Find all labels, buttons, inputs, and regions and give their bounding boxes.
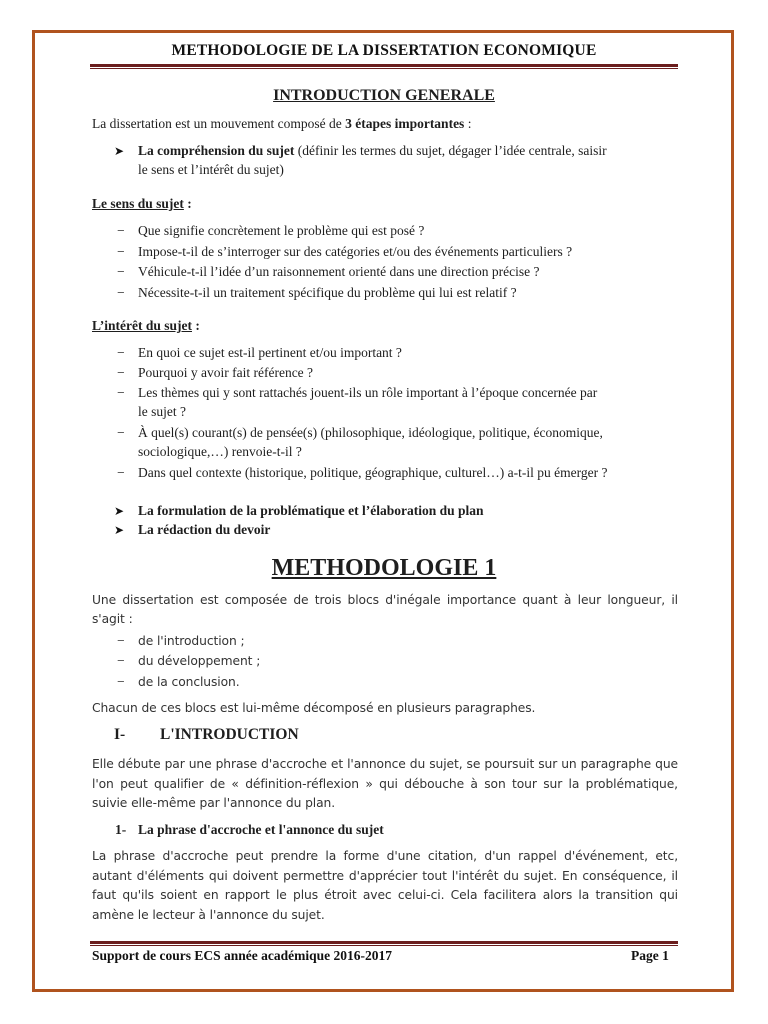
step1-line2: le sens et l’intérêt du sujet) xyxy=(138,162,284,177)
intro-lead-bold: 3 étapes importantes xyxy=(345,116,465,131)
sens-heading-colon: : xyxy=(183,196,192,211)
methodologie-para2: Chacun de ces blocs est lui-même décomposé en plusieurs paragraphes. xyxy=(92,701,536,715)
dash-bullet-icon: − xyxy=(117,653,125,668)
arrow-bullet-icon: ➤ xyxy=(114,144,125,158)
block-item: de l'introduction ; xyxy=(138,634,245,648)
interet-item-cont: sociologique,…) renvoie-t-il ? xyxy=(138,444,302,459)
header-rule-thin xyxy=(90,68,678,69)
dash-bullet-icon: − xyxy=(117,244,125,259)
block-item: de la conclusion. xyxy=(138,675,240,689)
methodologie-heading: METHODOLOGIE 1 xyxy=(271,555,497,581)
sens-item: Véhicule-t-il l’idée d’un raisonnement orienté dans une direction précise ? xyxy=(138,264,540,279)
subsection-number: 1- xyxy=(115,822,127,837)
dash-bullet-icon: − xyxy=(117,385,125,400)
step1-line1 xyxy=(138,142,607,160)
step2-title: La formulation de la problématique et l’élaboration du plan xyxy=(138,503,484,518)
interet-heading-colon: : xyxy=(192,318,200,333)
dash-bullet-icon: − xyxy=(117,285,125,300)
step1-title: La compréhension du sujet xyxy=(138,143,295,158)
interet-item: À quel(s) courant(s) de pensée(s) (philosophique, idéologique, politique, économique, xyxy=(138,425,603,440)
sens-heading-text: Le sens du sujet xyxy=(92,196,184,211)
section1-number: I- xyxy=(114,726,126,743)
subsection-para: La phrase d'accroche peut prendre la forme d'une citation, d'un rappel d'événement, etc, autant d'éléments qui doivent permettre d'apprécier tout l'intérêt du sujet. En conséquence, il faut qu'ils soient en rapport le plus étroit avec celui-ci. Cela facilitera alors la transition qui amène le lecteur à l'annonce du sujet. xyxy=(92,849,678,922)
interet-item: Dans quel contexte (historique, politique, géographique, culturel…) a-t-il pu émerger ? xyxy=(138,465,608,480)
interet-item-cont: le sujet ? xyxy=(138,404,186,419)
interet-item: Les thèmes qui y sont rattachés jouent-ils un rôle important à l’époque concernée par xyxy=(138,385,598,400)
subsection-title: La phrase d'accroche et l'annonce du sujet xyxy=(138,822,384,837)
sens-item: Nécessite-t-il un traitement spécifique du problème qui lui est relatif ? xyxy=(138,285,517,300)
document-header-title: METHODOLOGIE DE LA DISSERTATION ECONOMIQUE xyxy=(171,42,597,59)
intro-lead xyxy=(92,115,471,133)
interet-heading-text: L’intérêt du sujet xyxy=(92,318,192,333)
dash-bullet-icon: − xyxy=(117,264,125,279)
footer-rule-thin xyxy=(90,945,678,946)
dash-bullet-icon: − xyxy=(117,633,125,648)
dash-bullet-icon: − xyxy=(117,365,125,380)
dash-bullet-icon: − xyxy=(117,674,125,689)
interet-heading xyxy=(92,317,200,335)
sens-item: Que signifie concrètement le problème qui est posé ? xyxy=(138,223,425,238)
arrow-bullet-icon: ➤ xyxy=(114,504,125,518)
block-item: du développement ; xyxy=(138,654,261,668)
footer-rule xyxy=(90,941,678,944)
sens-item: Impose-t-il de s’interroger sur des catégories et/ou des événements particuliers ? xyxy=(138,244,573,259)
section1-title: L'INTRODUCTION xyxy=(160,726,299,743)
step3-title: La rédaction du devoir xyxy=(138,522,271,537)
section1-para: Elle débute par une phrase d'accroche et l'annonce du sujet, se poursuit sur un paragraphe que l'on peut qualifier de « définition-réflexion » qui débouche à son tour sur la problématique, suivie elle-même par l'annonce du plan. xyxy=(92,757,678,810)
dash-bullet-icon: − xyxy=(117,223,125,238)
interet-item: En quoi ce sujet est-il pertinent et/ou important ? xyxy=(138,345,402,360)
sens-heading xyxy=(92,195,192,213)
intro-heading: INTRODUCTION GENERALE xyxy=(273,87,495,104)
dash-bullet-icon: − xyxy=(117,345,125,360)
header-rule xyxy=(90,64,678,67)
methodologie-para1: Une dissertation est composée de trois blocs d'inégale importance quant à leur longueur, il s'agit : xyxy=(92,593,678,626)
footer-course-info: Support de cours ECS année académique 2016-2017 xyxy=(92,948,393,963)
arrow-bullet-icon: ➤ xyxy=(114,523,125,537)
footer-page-number: Page 1 xyxy=(631,948,669,963)
step1-desc: (définir les termes du sujet, dégager l’idée centrale, saisir xyxy=(294,143,607,158)
dash-bullet-icon: − xyxy=(117,465,125,480)
intro-lead-post: : xyxy=(464,116,472,131)
dash-bullet-icon: − xyxy=(117,425,125,440)
intro-lead-pre: La dissertation est un mouvement composé de xyxy=(92,116,346,131)
interet-item: Pourquoi y avoir fait référence ? xyxy=(138,365,314,380)
